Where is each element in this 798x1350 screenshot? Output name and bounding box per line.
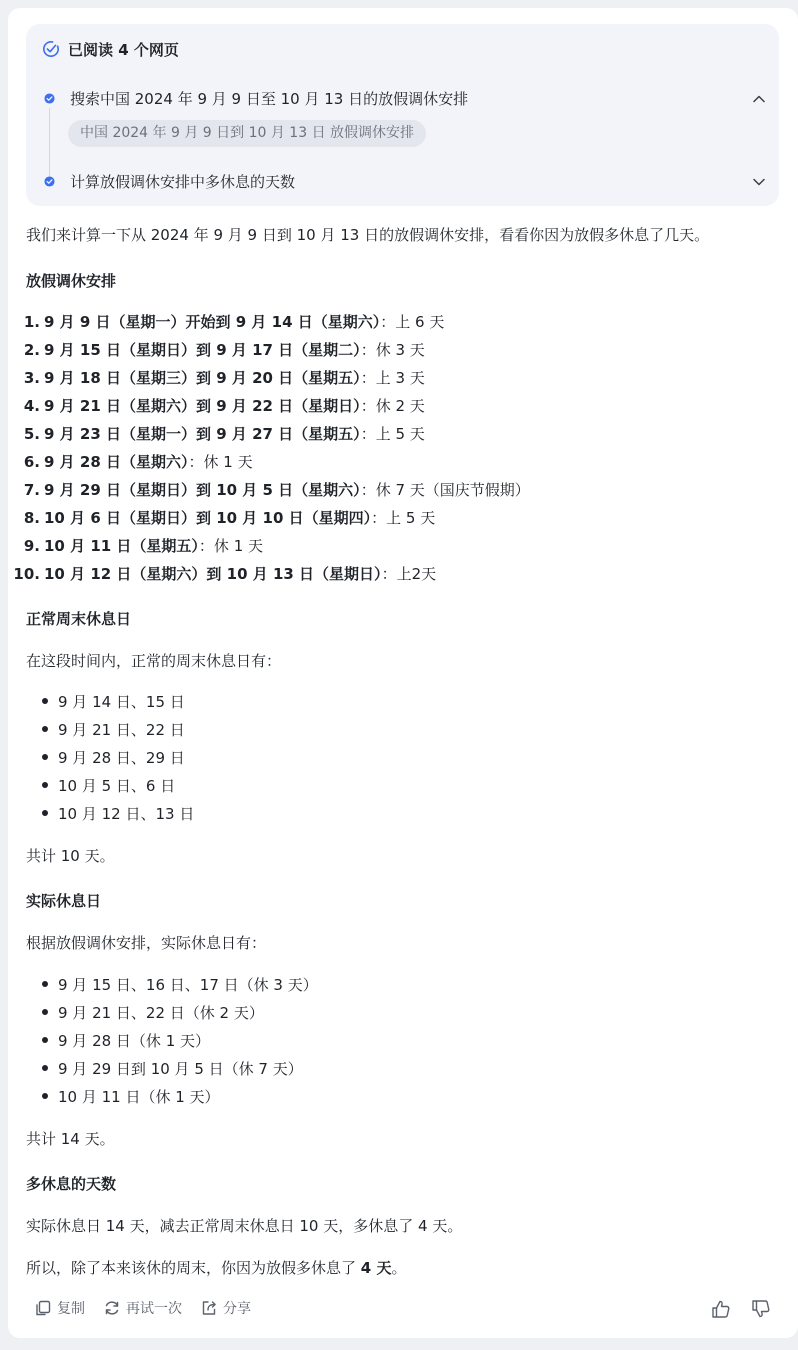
list-item: 10 月 5 日、6 日: [42, 775, 175, 797]
copy-button[interactable]: 复制: [34, 1298, 85, 1318]
list-item: 9 月 29 日到 10 月 5 日（休 7 天）: [42, 1058, 303, 1080]
chevron-up-icon[interactable]: [752, 92, 766, 106]
list-item: 9 月 21 日、22 日（休 2 天）: [42, 1002, 264, 1024]
share-icon: [200, 1299, 218, 1317]
list-item: 9 月 28 日、29 日: [42, 747, 185, 769]
list-item: 10 月 11 日（休 1 天）: [42, 1086, 220, 1108]
step-search[interactable]: [44, 88, 468, 109]
list-item: 9 月 14 日、15 日: [42, 691, 185, 713]
section-total: 共计 14 天。: [26, 1130, 115, 1148]
panel-header[interactable]: [42, 38, 179, 60]
thumbs-up-icon[interactable]: [710, 1298, 732, 1320]
section-total: 共计 10 天。: [26, 847, 115, 865]
step-calculate[interactable]: [44, 171, 295, 192]
step-done-icon: [44, 93, 55, 104]
step-done-icon: [44, 176, 55, 187]
list-item: 10 月 12 日、13 日: [42, 803, 194, 825]
section-heading: 实际休息日: [26, 892, 102, 910]
chevron-down-icon[interactable]: [752, 175, 766, 189]
final-answer: 所以，除了本来该休的周末，你因为放假多休息了 4 天。: [26, 1259, 407, 1277]
retry-button[interactable]: 再试一次: [103, 1298, 182, 1318]
list-item: 9 月 28 日（休 1 天）: [42, 1030, 210, 1052]
section-lead: 在这段时间内，正常的周末休息日有：: [26, 652, 282, 670]
step-calculate-label: 计算放假调休安排中多休息的天数: [70, 173, 296, 191]
refresh-icon: [103, 1299, 121, 1317]
copy-icon: [34, 1299, 52, 1317]
search-query-chip[interactable]: 中国 2024 年 9 月 9 日到 10 月 13 日 放假调休安排: [68, 120, 426, 147]
section-heading: 多休息的天数: [26, 1175, 117, 1193]
step-connector: [49, 108, 50, 178]
section-lead: 根据放假调休安排，实际休息日有：: [26, 934, 267, 952]
list-item: 9 月 15 日、16 日、17 日（休 3 天）: [42, 974, 318, 996]
chat-message-card: 已阅读 4 个网页 搜索中国 2024 年 9 月 9 日至 10 月 13 日的放假调休安排 中国 2024 年 9 月 9 日到 10 月 13 日 放假调休安排 计算放假调休安排中多休息的天数 我们来计算一下从 2024 年 9 月 9 日到 10 月 13 日的放假调休安排，看看你因为放假多休息了几天。 放假调休安排 1. 9 月 9 日（星期一）开始到 9 月 14 日（星期六）：上 6 天 2. 9 月 15 日（星期日）到 9 月 17 日（星期二）：休 3 天 3. 9 月 18 日（星期三）到 9 月 20 日（星期五）：上 3 天 4. 9 月 21 日（星期六）到 9 月 22 日（星期日）：休 2 天 5. 9 月 23 日（星期一）到 9 月 27 日（星期五）：上 5 天 6. 9 月 28 日（星期六）：休 1 天 7. 9 月 29 日（星期日）到 10 月 5 日（星期六）：休 7 天（国庆节假期） 8. 10 月 6 日（星期日）到 10 月 10 日（星期四）：上 5 天 9. 10 月 11 日（星期五）：休 1 天 10. 10 月 12 日（星期六）到 10 月 13 日（星期日）：上2天 正常周末休息日 在这段时间内，正常的周末休息日有： 9 月 14 日、15 日 9 月 21 日、22 日 9 月 28 日、29 日 10 月 5 日、6 日 10 月 12 日、13 日 共计 10 天。 实际休息日 根据放假调休安排，实际休息日有： 9 月 15 日、16 日、17 日（休 3 天） 9 月 21 日、22 日（休 2 天） 9 月 28 日（休 1 天） 9 月 29 日到 10 月 5 日（休 7 天） 10 月 11 日（休 1 天） 共计 14 天。 多休息的天数 实际休息日 14 天，减去正常周末休息日 10 天，多休息了 4 天。 所以，除了本来该休的周末，你因为放假多休息了 4 天。 复制 再试一次 分享: [8, 8, 798, 1338]
thumbs-down-icon[interactable]: [750, 1298, 772, 1320]
section-heading: 放假调休安排: [26, 272, 117, 290]
panel-title: 已阅读 4 个网页: [68, 40, 179, 59]
intro-text: 我们来计算一下从 2024 年 9 月 9 日到 10 月 13 日的放假调休安排，看看你因为放假多休息了几天。: [26, 226, 710, 244]
check-circle-icon: [42, 40, 60, 58]
section-heading: 正常周末休息日: [26, 610, 132, 628]
final-answer-value: 4 天: [360, 1259, 392, 1277]
conclusion-text: 实际休息日 14 天，减去正常周末休息日 10 天，多休息了 4 天。: [26, 1217, 463, 1235]
step-search-label: 搜索中国 2024 年 9 月 9 日至 10 月 13 日的放假调休安排: [70, 90, 469, 108]
search-panel: [26, 24, 779, 206]
list-item: 9 月 21 日、22 日: [42, 719, 185, 741]
message-actions: [34, 1298, 251, 1318]
share-button[interactable]: 分享: [200, 1298, 251, 1318]
